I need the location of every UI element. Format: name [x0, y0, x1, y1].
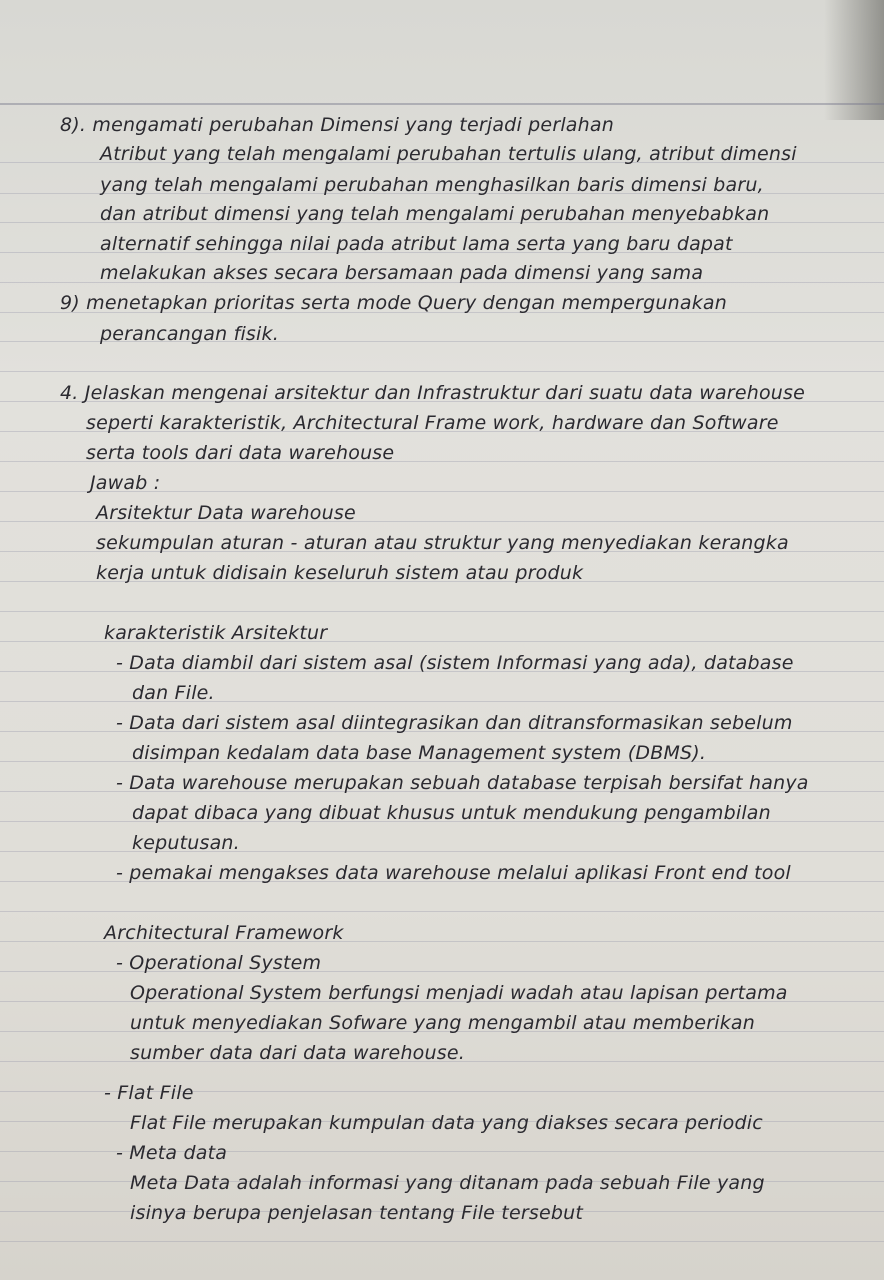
ruled-line — [0, 611, 884, 612]
ruled-line — [0, 371, 884, 372]
handwritten-line: isinya berupa penjelasan tentang File tersebut — [130, 1202, 584, 1224]
handwritten-line: - Meta data — [116, 1142, 228, 1164]
handwritten-line: dan File. — [132, 682, 215, 704]
handwritten-line: untuk menyediakan Sofware yang mengambil atau memberikan — [130, 1012, 755, 1034]
ruled-line — [0, 1241, 884, 1242]
handwritten-line: Jawab : — [90, 472, 161, 494]
handwritten-line: serta tools dari data warehouse — [86, 442, 395, 464]
handwritten-line: Operational System berfungsi menjadi wadah atau lapisan pertama — [130, 982, 788, 1004]
handwritten-line: sekumpulan aturan - aturan atau struktur yang menyediakan kerangka — [96, 532, 789, 554]
handwritten-line: - Data warehouse merupakan sebuah database terpisah bersifat hanya — [116, 772, 809, 794]
handwritten-line: alternatif sehingga nilai pada atribut lama serta yang baru dapat — [100, 233, 733, 255]
handwritten-line: Arsitektur Data warehouse — [96, 502, 356, 524]
handwritten-line: karakteristik Arsitektur — [104, 622, 328, 644]
handwritten-line: perancangan fisik. — [100, 323, 279, 345]
handwritten-line: sumber data dari data warehouse. — [130, 1042, 465, 1064]
handwritten-line: - Data diambil dari sistem asal (sistem Informasi yang ada), database — [116, 652, 794, 674]
handwritten-line: 9) menetapkan prioritas serta mode Query dengan mempergunakan — [60, 292, 728, 314]
handwritten-line: Flat File merupakan kumpulan data yang diakses secara periodic — [130, 1112, 763, 1134]
handwritten-line: dapat dibaca yang dibuat khusus untuk mendukung pengambilan — [132, 802, 771, 824]
page-shadow — [824, 0, 884, 120]
handwritten-line: yang telah mengalami perubahan menghasilkan baris dimensi baru, — [100, 174, 764, 196]
handwritten-line: seperti karakteristik, Architectural Frame work, hardware dan Software — [86, 412, 779, 434]
handwritten-line: dan atribut dimensi yang telah mengalami perubahan menyebabkan — [100, 203, 770, 225]
handwritten-line: disimpan kedalam data base Management system (DBMS). — [132, 742, 707, 764]
handwritten-line: 8). mengamati perubahan Dimensi yang terjadi perlahan — [60, 114, 614, 136]
handwritten-line: - Data dari sistem asal diintegrasikan dan ditransformasikan sebelum — [116, 712, 793, 734]
handwritten-line: - Operational System — [116, 952, 322, 974]
top-margin-line — [0, 103, 884, 105]
handwritten-line: - pemakai mengakses data warehouse melalui aplikasi Front end tool — [116, 862, 791, 884]
handwritten-line: kerja untuk didisain keseluruh sistem atau produk — [96, 562, 584, 584]
ruled-line — [0, 911, 884, 912]
handwritten-line: Meta Data adalah informasi yang ditanam pada sebuah File yang — [130, 1172, 765, 1194]
handwritten-line: melakukan akses secara bersamaan pada dimensi yang sama — [100, 262, 704, 284]
handwritten-line: Atribut yang telah mengalami perubahan tertulis ulang, atribut dimensi — [100, 143, 797, 165]
handwritten-line: Architectural Framework — [104, 922, 344, 944]
handwritten-line: keputusan. — [132, 832, 240, 854]
handwritten-line: - Flat File — [104, 1082, 194, 1104]
handwritten-line: 4. Jelaskan mengenai arsitektur dan Infrastruktur dari suatu data warehouse — [60, 382, 806, 404]
